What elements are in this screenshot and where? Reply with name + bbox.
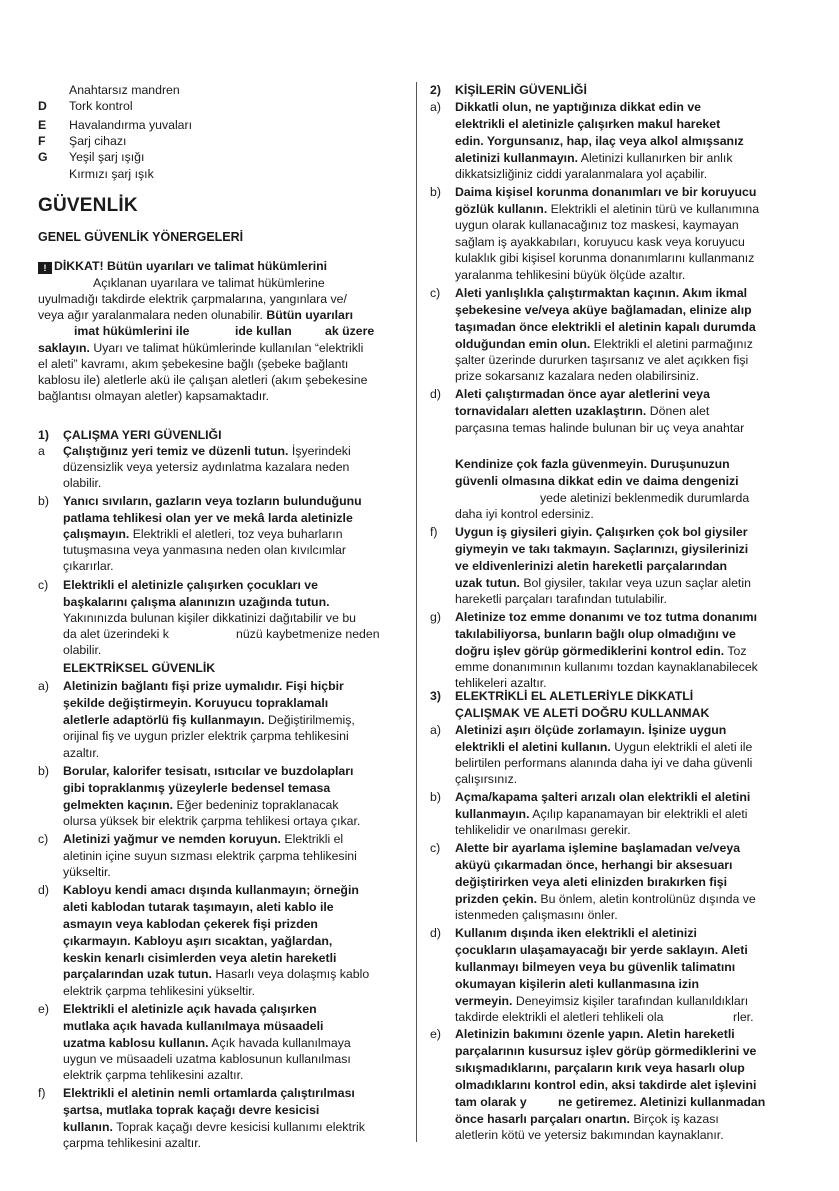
item-text-bold: ve eldivenlerinizi aletin hareketli parçalarından [455,559,728,573]
item-text: şalter üzerinde dururken taşırsanız ve alet açıkken fişi [455,353,749,367]
item-text: Toprak kaçağı devre kesicisi kullanımı elektrik [112,1120,365,1134]
item-text-bold: tornavidaları aletten uzaklaştırın. [455,404,647,418]
item-text: İşyerindeki [288,444,351,458]
legend-key: F [38,134,46,148]
warning-text: veya ağır yaralanmalara neden olunabilir. [38,308,267,322]
legend-item: Şarj cihazı [69,134,127,148]
item-text-bold: parçalarından uzak tutun. [63,967,212,981]
warning-text-bold: imat hükümlerini ile [74,324,190,338]
item-text: nüzü kaybetmenize neden [236,627,380,641]
item-text: uygun olarak kullanacağınız toz maskesi, kaymayan [455,218,739,232]
item-text: uygun ve müsaadeli uzatma kablosunun kullanılması [63,1052,351,1066]
item-text-bold: şartsa, mutlaka toprak kaçağı devre kesicisi [63,1103,320,1117]
legend-key: G [38,150,48,164]
item-text: Uygun elektrikli el aleti ile [610,740,753,754]
column-divider [416,82,417,1142]
item-text-bold: gibi topraklanmış yüzeylerle bedensel temasa [63,781,331,795]
item-label: e) [38,1002,49,1016]
item-text: olabilir. [63,643,102,657]
warning-text: uyulmadığı takdirde elektrik çarpmalarına, yangınlara ve/ [38,292,347,306]
item-text-bold: şekilde değiştirmeyin. Koruyucu topraklamalı [63,696,329,710]
item-text: rler. [733,1010,754,1024]
item-text: sağlam iş ayakkabıları, koruyucu kask veya koruyucu [455,235,745,249]
item-text: daha iyi kontrol edersiniz. [455,507,594,521]
warning-text-bold: saklayın. [38,341,90,355]
item-text: elektrik çarpma tehlikesini yükseltir. [63,984,256,998]
item-text: azaltır. [63,746,100,760]
warning-icon: ! [38,262,52,274]
item-text: çıkarırlar. [63,559,114,573]
item-text-bold: başkalarını çalışma alanınızın uzağında tutun. [63,595,330,609]
item-text-bold: aküyü çıkarmadan önce, herhangi bir aksesuarı [455,858,733,872]
item-text-bold: Elektrikli el aletinizle açık havada çalışırken [63,1002,317,1016]
legend-item: Yeşil şarj ışığı [69,150,145,164]
section-heading: ELEKTRİKLİ EL ALETLERİYLE DİKKATLİ [455,689,694,703]
section-heading: KİŞİLERİN GÜVENLİĞİ [455,83,587,97]
item-text-bold: elektrikli el aletini kullanın. [455,740,611,754]
item-text: Eğer bedeniniz topraklanacak [173,798,339,812]
warning-text: Uyarı ve talimat hükümlerinde kullanılan “elektrikli [89,341,364,355]
item-text-bold: Daima kişisel korunma donanımları ve bir koruyucu [455,185,757,199]
item-text-bold: aletlerle adaptörlü fiş kullanmayın. [63,713,265,727]
item-text-bold: kullanın. [63,1120,113,1134]
item-text-bold: gözlük kullanın. [455,202,548,216]
item-text-bold: taşımadan önce elektrikli el aletinin kapalı durumda [455,320,756,334]
item-text-bold: gelmekten kaçının. [63,798,174,812]
item-text-bold: önce hasarlı parçaları onartın. [455,1112,630,1126]
item-text-bold: çıkarmayın. Kabloyu aşırı sıcaktan, yağlardan, [63,934,333,948]
item-label: c) [430,286,441,300]
warning-text: bağlantısı olmayan aletler) kapsamaktadır. [38,389,270,403]
item-label: a [38,444,45,458]
item-text: prize sokarsanız kazalara neden olabilirsiniz. [455,369,700,383]
item-text-bold: olmadıklarını kontrol edin, aksi takdirde alet işlevini [455,1078,757,1092]
item-text-bold: kullanmayın. [455,807,530,821]
item-label: b) [38,764,49,778]
item-text-bold: çocukların ulaşamayacağı bir yerde saklayın. Aleti [455,943,748,957]
item-text-bold: uzak tutun. [455,576,520,590]
item-text-bold: Aleti çalıştırmadan önce ayar aletlerini veya [455,387,710,401]
item-text: yaralanma tehlikesini büyük ölçüde azaltır. [455,268,686,282]
item-text-bold: Borular, kalorifer tesisatı, ısıtıcılar ve buzdolapları [63,764,354,778]
item-text-bold: şebekesine ve/veya aküye bağlamadan, elinize alıp [455,303,752,317]
item-text-bold: Çalıştığınız yeri temiz ve düzenli tutun. [63,444,289,458]
warning-text-bold: ide kullan [235,324,292,338]
warning-text-bold: Bütün uyarıları [266,308,354,322]
section-number: 3) [430,689,441,703]
warning-text-bold: ak üzere [325,324,375,338]
legend-item: Havalandırma yuvaları [69,118,193,132]
legend-key: D [38,99,47,113]
item-text: Açılıp kapanamayan bir elektrikli el aleti [529,807,748,821]
section-heading: ÇALIŞMAK VE ALETİ DOĞRU KULLANMAK [455,706,710,720]
item-label: b) [430,185,441,199]
item-text: Elektrikli el [280,832,344,846]
item-text-bold: takılabiliyorsa, bunların bağlı olup olmadığını ve [455,627,736,641]
item-text: tutuşmasına veya yanmasına neden olan kıvılcımlar [63,543,346,557]
item-label: c) [38,578,49,592]
item-text: Yakınınızda bulunan kişiler dikkatinizi dağıtabilir ve bu [63,611,357,625]
legend-item: Kırmızı şarj ışık [69,167,154,181]
item-text: çalışırsınız. [455,772,518,786]
item-label: d) [430,926,441,940]
item-text-bold: doğru işlev görüp görmediklerini kontrol edin. [455,644,725,658]
section-heading: ÇALIŞMA YERI GÜVENLIĞI [63,428,222,442]
item-text: Elektrikli el aletini parmağınız [590,337,753,351]
item-text-bold: Kendinize çok fazla güvenmeyin. Duruşunuzun [455,457,730,471]
item-text-bold: Yanıcı sıvıların, gazların veya tozların bulunduğunu [63,494,362,508]
item-label: f) [38,1086,46,1100]
item-text-bold: Aletinizin bağlantı fişi prize uymalıdır. Fişi hiçbir [63,679,344,693]
item-label: g) [430,610,441,624]
item-text-bold: Kullanım dışında iken elektrikli el aletinizi [455,926,697,940]
item-label: c) [430,841,441,855]
item-text-bold: Aletinizi aşırı ölçüde zorlamayın. İşinize uygun [455,723,727,737]
item-text-bold: Aletinizi yağmur ve nemden koruyun. [63,832,281,846]
item-text-bold: Aleti yanlışlıkla çalıştırmaktan kaçının. Akım ikmal [455,286,748,300]
section-subtitle: GENEL GÜVENLİK YÖNERGELERİ [38,230,244,244]
item-text: çarpma tehlikesini azaltır. [63,1136,202,1150]
item-text: olabilir. [63,476,102,490]
item-label: d) [430,387,441,401]
warning-text: el aleti” kavramı, akım şebekesine bağlı (şebeke bağlantı [38,357,349,371]
item-text: yede aletinizi beklenmedik durumlarda [540,491,750,505]
item-text-bold: Elektrikli el aletinin nemli ortamlarda çalıştırılması [63,1086,355,1100]
legend-key: E [38,118,47,132]
item-text-bold: elektrikli el aletinizle çalışırken makul hareket [455,117,721,131]
item-text-bold: Aletinize toz emme donanımı ve toz tutma donanımı [455,610,757,624]
item-text-bold: giymeyin ve takı takmayın. Saçlarınızı, giysilerinizi [455,542,749,556]
item-text: Dönen alet [646,404,710,418]
item-label: a) [38,679,49,693]
item-text-bold: prizden çekin. [455,892,538,906]
item-text-bold: sıkışmadıklarını, parçaların kırık veya hasarlı olup [455,1061,745,1075]
item-text-bold: Uygun iş giysileri giyin. Çalışırken çok bol giysiler [455,525,748,539]
item-text: olursa yüksek bir elektrik çarpma tehlikesi ortaya çıkar. [63,814,361,828]
legend-item: Anahtarsız mandren [69,83,180,97]
item-text-bold: Elektrikli el aletinizle çalışırken çocukları ve [63,578,318,592]
legend-item: Tork kontrol [69,99,133,113]
item-text: Bol giysiler, takılar veya uzun saçlar aletin [519,576,751,590]
item-text: Bu önlem, aletin kontrolünüz dışında ve [537,892,756,906]
item-label: e) [430,1027,441,1041]
item-text-bold: Aletinizin bakımını özenle yapın. Aletin hareketli [455,1027,735,1041]
item-text-bold: güvenli olmasına dikkat edin ve daima dengenizi [455,474,739,488]
item-text-bold: okumayan kişilerin aleti kullanmasına izin [455,977,699,991]
item-text: parçasına temas halinde bulunan bir uç veya anahtar [455,421,745,435]
item-text: da alet üzerindeki k [63,627,169,641]
item-text: Değiştirilmemiş, [264,713,355,727]
item-label: f) [430,525,438,539]
item-label: d) [38,883,49,897]
item-text-bold: vermeyin. [455,994,513,1008]
item-text-bold: keskin kenarlı cisimlerden veya aletin hareketli [63,951,337,965]
item-text: dikkatsizliğiniz ciddi yaralanmalara yol açabilir. [455,167,708,181]
item-label: b) [430,790,441,804]
item-text: takdirde elektrikli el aletleri tehlikeli ola [455,1010,664,1024]
item-text: Hasarlı veya dolaşmış kablo [211,967,370,981]
item-text-bold: ne getiremez. Aletinizi kullanmadan [558,1095,766,1109]
item-text: yükseltir. [63,865,111,879]
item-label: a) [430,100,441,114]
item-text: düzensizlik veya yetersiz aydınlatma kazalara neden [63,460,350,474]
item-text: Aletinizi kullanırken bir anlık [578,151,733,165]
item-text-bold: tam olarak y [455,1095,527,1109]
item-text-bold: mutlaka açık havada kullanılmaya müsaadeli [63,1019,324,1033]
item-text-bold: edin. Yorgunsanız, hap, ilaç veya alkol almışsanız [455,134,744,148]
item-text: emme donanımının kullanımı tozdan kaynaklanabilecek [455,660,758,674]
section-heading: ELEKTRİKSEL GÜVENLİK [63,661,216,675]
item-text-bold: değiştirirken veya aleti elinizden bırakırken fişi [455,875,728,889]
item-text-bold: asmayın veya kablodan çekerek fişi prizden [63,917,318,931]
item-label: c) [38,832,49,846]
item-text-bold: patlama tehlikesi olan yer ve mekâ larda aletinizle [63,511,353,525]
warning-text: Açıklanan uyarılara ve talimat hükümlerine [93,276,325,290]
item-text: hareketli parçaları tarafından tutulabilir. [455,592,667,606]
item-text: Toz [724,644,747,658]
warning-text: kablosu ile) aletlerle akü ile çalışan aletleri (akım şebekesine [38,373,368,387]
item-text-bold: Kabloyu kendi amacı dışında kullanmayın; örneğin [63,883,359,897]
item-text: Açık havada kullanılmaya [208,1036,351,1050]
item-text: aletinin içine suyun sızması elektrik çarpma tehlikesini [63,849,357,863]
item-text-bold: aletinizi kullanmayın. [455,151,579,165]
item-text: elektrik çarpma tehlikesini azaltır. [63,1068,244,1082]
item-text-bold: Dikkatli olun, ne yaptığınıza dikkat edin ve [455,100,701,114]
item-text: aletlerin kötü ve yetersiz bakımından kaynaklanır. [455,1128,724,1142]
item-text: kulaklık gibi kişisel korunma donanımlarını kullanmanız [455,251,755,265]
item-text: belirtilen performans alanında daha iyi ve daha güvenli [455,756,753,770]
item-text: Birçok iş kazası [629,1112,719,1126]
item-text-bold: olduğundan emin olun. [455,337,591,351]
item-label: b) [38,494,49,508]
item-text: Deneyimsiz kişiler tarafından kullanıldıkları [512,994,749,1008]
page-title: GÜVENLİK [38,195,138,216]
item-text: tehlikelidir ve onarılması gerekir. [455,823,631,837]
section-number: 1) [38,428,49,442]
item-text: istenmeden çalışmasını önler. [455,908,618,922]
item-text-bold: Alette bir ayarlama işlemine başlamadan ve/veya [455,841,741,855]
item-text: tehlikeleri azaltır. [455,676,547,690]
item-text-bold: aleti kablodan tutarak taşımayın, aleti kablo ile [63,900,334,914]
item-text-bold: parçalarının kusursuz işlev görüp görmediklerini ve [455,1044,757,1058]
item-text-bold: Açma/kapama şalteri arızalı olan elektrikli el aletini [455,790,751,804]
section-number: 2) [430,83,441,97]
item-text: orijinal fiş ve uygun prizler elektrik çarpma tehlikesini [63,729,349,743]
item-text: Elektrikli el aletleri, toz veya buharların [129,527,343,541]
item-label: a) [430,723,441,737]
item-text-bold: uzatma kablosu kullanın. [63,1036,209,1050]
item-text: Elektrikli el aletinin türü ve kullanımına [547,202,760,216]
warning-heading: DİKKAT! Bütün uyarıları ve talimat hükümlerini [54,259,328,273]
item-text-bold: çalışmayın. [63,527,130,541]
item-text-bold: kullanmayı bilmeyen veya bu güvenlik talimatını [455,960,736,974]
